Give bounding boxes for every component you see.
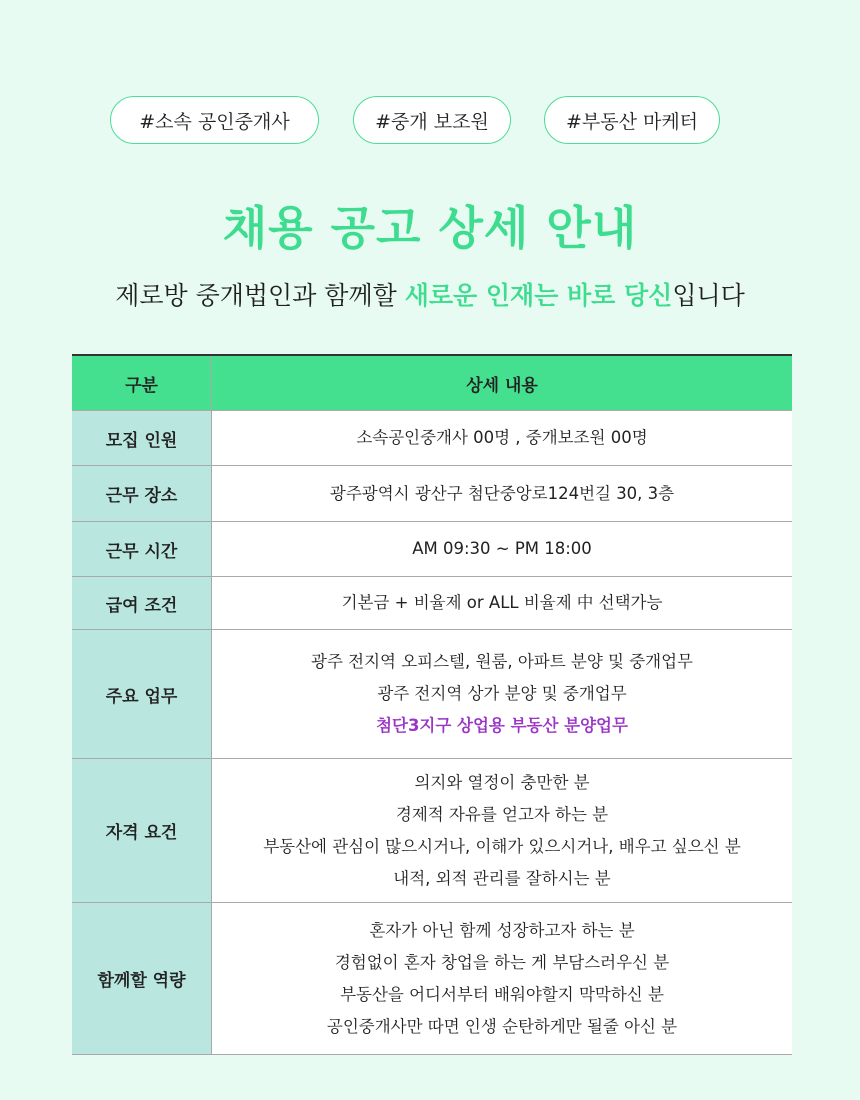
table-row — [72, 522, 792, 577]
subtitle-text: 입니다 — [672, 281, 745, 310]
row-label: 주요 업무 — [72, 630, 212, 758]
page-title: 채용 공고 상세 안내 — [222, 201, 638, 255]
content-line: 기본금 + 비율제 or ALL 비율제 中 선택가능 — [341, 593, 663, 612]
table-row — [72, 577, 792, 630]
content-line: 광주 전지역 상가 분양 및 중개업무 — [377, 684, 627, 703]
content-line: 경험없이 혼자 창업을 하는 게 부담스러우신 분 — [334, 952, 670, 972]
row-label: 자격 요건 — [72, 759, 212, 902]
subtitle-text: 제로방 중개법인과 함께할 — [115, 281, 405, 310]
table-row — [72, 903, 792, 1055]
row-label: 함께할 역량 — [72, 903, 212, 1054]
row-label: 근무 장소 — [72, 466, 212, 521]
page-subtitle — [0, 276, 860, 312]
content-line: 의지와 열정이 충만한 분 — [414, 772, 590, 792]
hashtag-pill: #소속 공인중개사 — [110, 96, 319, 144]
hashtag-pill: #중개 보조원 — [353, 96, 511, 144]
row-content — [212, 411, 792, 465]
row-content — [212, 466, 792, 521]
hashtag-pill: #부동산 마케터 — [544, 96, 720, 144]
content-line: 공인중개사만 따면 인생 순탄하게만 될줄 아신 분 — [326, 1016, 678, 1036]
table-header-row — [72, 356, 792, 411]
table-row — [72, 759, 792, 903]
content-line: 부동산에 관심이 많으시거나, 이해가 있으시거나, 배우고 싶으신 분 — [263, 836, 741, 856]
table-row — [72, 630, 792, 759]
header-detail: 상세 내용 — [212, 356, 792, 410]
content-line: 소속공인중개사 00명 , 중개보조원 00명 — [356, 428, 648, 447]
row-label: 근무 시간 — [72, 522, 212, 576]
table-row — [72, 411, 792, 466]
row-label: 모집 인원 — [72, 411, 212, 465]
content-line: 광주광역시 광산구 첨단중앙로124번길 30, 3층 — [329, 483, 675, 503]
content-line: 경제적 자유를 얻고자 하는 분 — [395, 804, 609, 824]
subtitle-highlight: 새로운 인재는 바로 당신 — [404, 281, 673, 310]
content-line-emphasis: 첨단3지구 상업용 부동산 분양업무 — [376, 716, 628, 735]
content-line: 부동산을 어디서부터 배워야할지 막막하신 분 — [340, 984, 664, 1004]
header-category: 구분 — [72, 356, 212, 410]
table-row — [72, 466, 792, 522]
row-content — [212, 903, 792, 1054]
row-content — [212, 522, 792, 576]
content-line: 내적, 외적 관리를 잘하시는 분 — [393, 868, 611, 888]
content-line: AM 09:30 ~ PM 18:00 — [412, 539, 592, 558]
job-detail-table — [72, 354, 792, 1055]
row-content — [212, 630, 792, 758]
content-line: 광주 전지역 오피스텔, 원룸, 아파트 분양 및 중개업무 — [311, 652, 693, 671]
row-label: 급여 조건 — [72, 577, 212, 629]
content-line: 혼자가 아닌 함께 성장하고자 하는 분 — [369, 920, 635, 940]
hashtag-group — [0, 96, 860, 146]
row-content — [212, 759, 792, 902]
row-content — [212, 577, 792, 629]
